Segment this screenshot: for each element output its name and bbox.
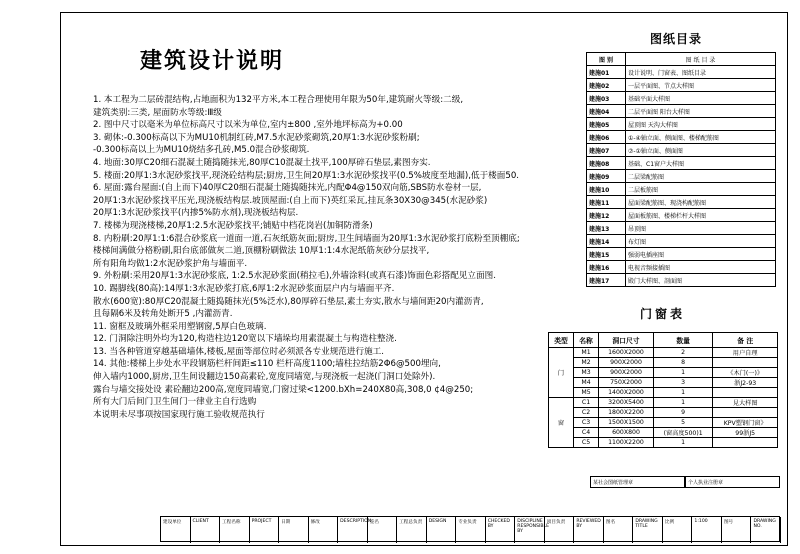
title-block-cell: REVIEWED BY <box>574 517 604 543</box>
drawing-index-table <box>586 52 776 287</box>
note-line: -0.300标高以上为MU10烧结多孔砖,M5.0混合砂浆砌筑. <box>93 145 310 156</box>
door-cell: 1 <box>653 438 712 448</box>
note-line: 1. 本工程为二层砖混结构,占地面积为132平方米,本工程合理使用年限为50年,建筑耐火等级:二级, <box>93 95 464 105</box>
index-row <box>587 248 776 261</box>
index-description: 强弱电插座图 <box>626 248 776 261</box>
index-description: ⑦-①轴立面、侧面图 <box>626 144 776 157</box>
note-line: 10. 踢脚线(80高):14厚1:3水泥砂浆打底,6厚1:2水泥砂浆面层户内与墙面平齐. <box>93 283 395 294</box>
note-line: 5. 楼面:20厚1:3水泥砂浆找平,现浇砼结构层;厨房,卫生间20厚1:3水泥砂浆找平(0.5%坡度至地漏),低于楼面50. <box>93 170 520 181</box>
door-cell: 1400X2000 <box>599 388 654 398</box>
door-row <box>549 438 778 448</box>
door-cell: 600X800 <box>599 428 654 438</box>
door-cell: M4 <box>574 378 599 388</box>
title-block-cell: 1:100 <box>692 517 722 543</box>
door-cell: 浙J2-93 <box>713 378 778 388</box>
title-block-cell: 工程名称 <box>220 517 250 543</box>
index-row <box>587 131 776 144</box>
door-cell: 5 <box>653 418 712 428</box>
door-cell: KPV塑钢门窗》 <box>713 418 778 428</box>
door-header-cell: 数量 <box>653 333 712 348</box>
door-window-table-title: 门窗表 <box>640 307 686 321</box>
door-cell <box>713 408 778 418</box>
door-cell: M1 <box>574 348 599 358</box>
title-block-cell: DRAWING NO. <box>751 517 781 543</box>
note-line: 8. 内粉刷:20厚1:1:6混合砂浆底一道面一道,石灰纸筋灰面;厨房,卫生间墙面为20厚1:3水泥砂浆打底粉至顶棚底; <box>93 233 520 244</box>
index-description: 屋面梁配筋图、现浇构配筋图 <box>626 196 776 209</box>
index-code: 建施01 <box>587 66 626 79</box>
title-block-cell: CHECKED BY <box>486 517 516 543</box>
title-block-cell: 修改 <box>309 517 339 543</box>
door-row <box>549 358 778 368</box>
index-row <box>587 261 776 274</box>
note-line: 3. 砌体:-0.300标高以下为MU10机制红砖,M7.5水泥砂浆砌筑,20厚1:3水泥砂浆粉刷; <box>93 132 420 143</box>
title-block-cell: 图号 <box>722 517 752 543</box>
title-block-cell: 日期 <box>279 517 309 543</box>
title-block-cell: CLIENT <box>191 517 221 543</box>
note-line: 11. 窗框及玻璃外框采用塑钢窗,5厚白色玻璃. <box>93 321 267 332</box>
index-description: 设计说明、门窗表、图纸目录 <box>626 66 776 79</box>
door-cell: 9 <box>653 408 712 418</box>
note-line: 14. 其他:楼梯上步处水平段钢筋栏杆间距≤110 栏杆高度1100;墙柱拉结筋2Φ6@500埋向, <box>93 359 441 370</box>
title-block-cell: DRAWING TITLE <box>633 517 663 543</box>
door-cell <box>713 388 778 398</box>
note-line: 建筑类别:三类, 屋面防水等级:Ⅲ级 <box>93 107 222 118</box>
door-cell: 750X2000 <box>599 378 654 388</box>
door-type-cell: 门 <box>549 348 574 398</box>
index-description: 一层平面图、节点大样图 <box>626 79 776 92</box>
door-cell: C2 <box>574 408 599 418</box>
door-cell: 1800X2200 <box>599 408 654 418</box>
personal-stamp: 个人执业注册章 <box>685 476 780 488</box>
index-code: 建施07 <box>587 144 626 157</box>
door-row <box>549 378 778 388</box>
note-line: 7. 楼梯为现浇楼梯,20厚1:2.5水泥砂浆找平;铺贴中档花岗岩(加铜防滑条) <box>93 220 373 231</box>
index-row <box>587 157 776 170</box>
index-description: 基础、C1窗户大样图 <box>626 157 776 170</box>
door-header-cell: 洞口尺寸 <box>599 333 654 348</box>
index-row <box>587 274 776 287</box>
note-line: 本说明未尽事项按国家现行施工验收规范执行 <box>93 409 265 420</box>
door-cell: 1100X2200 <box>599 438 654 448</box>
index-code: 建施14 <box>587 235 626 248</box>
door-row <box>549 428 778 438</box>
door-cell: 1 <box>653 368 712 378</box>
door-cell: 見大样图 <box>713 398 778 408</box>
index-code: 建施08 <box>587 157 626 170</box>
title-block-cell: 比例 <box>663 517 693 543</box>
index-description: ①-④轴立面、侧面图、楼梯配筋图 <box>626 131 776 144</box>
index-code: 建施13 <box>587 222 626 235</box>
note-line: 13. 当各种管道穿越基础墙体,楼板,屋面等部位时必须派各专业规范进行施工. <box>93 346 385 357</box>
title-block-cell: 建设单位 <box>161 517 191 543</box>
index-code: 建施06 <box>587 131 626 144</box>
index-code: 建施05 <box>587 118 626 131</box>
title-block-cell: DESIGN <box>427 517 457 543</box>
note-line: 伸入墙内1000,厨房,卫生间设翻边150高素砼,宽度同墙宽,与现浇板一起浇(门洞口处除外). <box>93 372 436 383</box>
index-row <box>587 235 776 248</box>
door-cell: 900X2000 <box>599 368 654 378</box>
title-block-cell: DESCRIPTION <box>338 517 368 543</box>
door-cell <box>713 358 778 368</box>
door-cell: 用户自理 <box>713 348 778 358</box>
index-description: 二层梁配筋图 <box>626 170 776 183</box>
index-description: 殿门大样图、剖面图 <box>626 274 776 287</box>
door-cell: 《木门(一)》 <box>713 368 778 378</box>
title-block-cell: 工程总负责 <box>397 517 427 543</box>
door-cell: 3 <box>653 378 712 388</box>
door-row <box>549 398 778 408</box>
door-row <box>549 418 778 428</box>
page-title: 建筑设计说明 <box>140 49 285 74</box>
org-stamp: 某社会图纸管理章 <box>590 476 685 488</box>
door-row <box>549 348 778 358</box>
note-line: 所有大门后间门卫生间门一律业主自行选购 <box>93 397 257 408</box>
door-row <box>549 408 778 418</box>
door-cell: M5 <box>574 388 599 398</box>
drawing-index-title: 图纸目录 <box>650 32 703 46</box>
index-row <box>587 66 776 79</box>
door-cell: C5 <box>574 438 599 448</box>
door-cell: 99浙J5 <box>713 428 778 438</box>
door-cell: C3 <box>574 418 599 428</box>
index-row <box>587 118 776 131</box>
door-cell: (窗高度500)1 <box>653 428 712 438</box>
door-cell: M2 <box>574 358 599 368</box>
note-line: 楼梯间满做分格粉刷,阳台底部做灰二道,顶棚粉刷做法 10厚1:1:4水泥纸筋灰砂分层找平, <box>93 246 430 257</box>
door-cell: 1500X1500 <box>599 418 654 428</box>
title-block-cell: 签名 <box>368 517 398 543</box>
index-header-cell: 图 别 <box>587 53 626 66</box>
door-cell: 1 <box>653 388 712 398</box>
title-block-cell: 专业负责 <box>456 517 486 543</box>
index-code: 建施09 <box>587 170 626 183</box>
door-cell: 8 <box>653 358 712 368</box>
note-line: 散水(600宽):80厚C20混凝土随捣随抹光(5%泛水),80厚碎石垫层,素土夯实,散水与墙间距20内灌沥青, <box>93 296 484 307</box>
index-code: 建施11 <box>587 196 626 209</box>
door-header-cell: 名称 <box>574 333 599 348</box>
index-description: 吊顶图 <box>626 222 776 235</box>
note-line: 20厚1:3水泥砂浆找平(内掺5%防水剂),现浇板结构层. <box>93 208 299 219</box>
door-cell: C4 <box>574 428 599 438</box>
index-row <box>587 183 776 196</box>
index-header-cell: 图 纸 目 录 <box>626 53 776 66</box>
index-code: 建施10 <box>587 183 626 196</box>
index-code: 建施16 <box>587 261 626 274</box>
title-block <box>160 516 780 542</box>
index-code: 建施04 <box>587 105 626 118</box>
door-window-table <box>548 332 778 448</box>
index-row <box>587 196 776 209</box>
index-row <box>587 209 776 222</box>
index-description: 二层板筋图 <box>626 183 776 196</box>
note-line: 所有阳角均做1:2水泥砂浆护角与墙面平. <box>93 258 248 269</box>
index-row <box>587 92 776 105</box>
title-block-cell: 项目负责 <box>545 517 575 543</box>
index-row <box>587 105 776 118</box>
note-line: 9. 外粉刷:采用20厚1:3水泥砂浆底, 1:2.5水泥砂浆面(稍拉毛),外墙涂料(或真石漆)饰面色彩搭配见立面图. <box>93 271 496 282</box>
index-code: 建施12 <box>587 209 626 222</box>
door-type-cell: 窗 <box>549 398 574 448</box>
door-cell: 1 <box>653 398 712 408</box>
door-cell <box>713 438 778 448</box>
index-row <box>587 170 776 183</box>
note-line: 4. 地面:30厚C20细石混凝土随捣随抹光,80厚C10混凝土找平,100厚碎石垫层,素图夯实. <box>93 157 431 168</box>
index-description: 屋面板筋图、楼梯栏杆大样图 <box>626 209 776 222</box>
door-header-cell: 备 注 <box>713 333 778 348</box>
note-line: 2. 图中尺寸以毫米为单位标高尺寸以米为单位,室内±800 ,室外地坪标高为+0.00 <box>93 120 403 131</box>
title-block-cell: PROJECT <box>250 517 280 543</box>
design-notes <box>93 94 573 421</box>
index-row <box>587 79 776 92</box>
stamp-area <box>590 476 780 488</box>
note-line: 且每隔6米及转角处断开5 ,内灌沥青. <box>93 309 233 320</box>
index-description: 屋顶图 天沟大样图 <box>626 118 776 131</box>
index-description: 二层平面图 阳台大样图 <box>626 105 776 118</box>
index-description: 基础平面大样图 <box>626 92 776 105</box>
index-row <box>587 222 776 235</box>
door-cell: 900X2000 <box>599 358 654 368</box>
door-cell: M3 <box>574 368 599 378</box>
door-cell: 2 <box>653 348 712 358</box>
door-cell: 3200X5400 <box>599 398 654 408</box>
door-cell: 1600X2000 <box>599 348 654 358</box>
note-line: 20厚1:3水泥砂浆找平压光,现浇板结构层.坡顶屋面:(自上而下)英红采瓦,挂瓦条30X30@345(水泥砂浆) <box>93 195 488 206</box>
note-line: 露台与墙交接处设 素砼翻边200高,宽度同墙宽,门窗过梁<1200.bXh=240X80高,308,0 ¢4@250; <box>93 384 474 395</box>
note-line: 6. 屋面:露台屋面:(自上而下)40厚C20细石混凝土随捣随抹光,内配Φ4@150双向筋,SBS防水卷材一层, <box>93 183 482 194</box>
door-row <box>549 388 778 398</box>
door-row <box>549 368 778 378</box>
index-code: 建施03 <box>587 92 626 105</box>
index-code: 建施15 <box>587 248 626 261</box>
door-header-cell: 类型 <box>549 333 574 348</box>
door-cell: C1 <box>574 398 599 408</box>
title-block-cell: 图名 <box>604 517 634 543</box>
index-code: 建施02 <box>587 79 626 92</box>
index-description: 电视音频接插图 <box>626 261 776 274</box>
title-block-cell: DISCIPLINE RESPONSIBLE BY <box>515 517 545 543</box>
index-code: 建施17 <box>587 274 626 287</box>
index-row <box>587 144 776 157</box>
note-line: 12. 门洞除注明外均为120,构造柱边120宽以下墙垛均用素混凝土与构造柱整浇. <box>93 334 397 345</box>
index-description: 布灯图 <box>626 235 776 248</box>
